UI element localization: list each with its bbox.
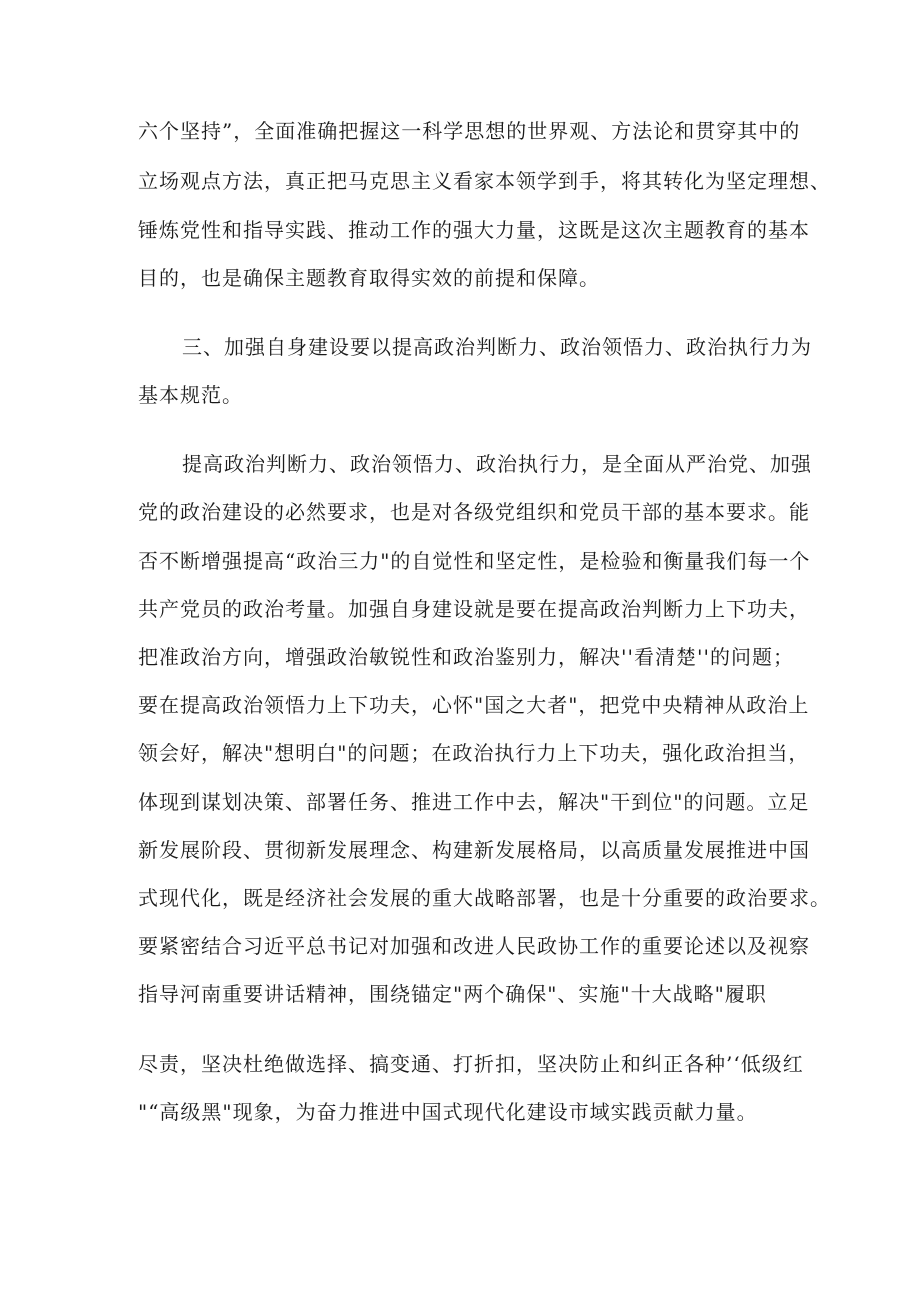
paragraph-1-line-4: 目的，也是确保主题教育取得实效的前提和保障。	[138, 266, 600, 290]
paragraph-2-line-9: 新发展阶段、贯彻新发展理念、构建新发展格局，以高质量发展推进中国	[138, 838, 810, 862]
paragraph-2-line-8: 体现到谋划决策、部署任务、推进工作中去，解决"干到位"的问题。立足	[138, 790, 810, 814]
paragraph-2-line-11: 要紧密结合习近平总书记对加强和改进人民政协工作的重要论述以及视察	[138, 934, 810, 958]
paragraph-2-line-2: 党的政治建设的必然要求，也是对各级党组织和党员干部的基本要求。能	[138, 500, 810, 524]
paragraph-1-line-1: 六个坚持”，全面准确把握这一科学思想的世界观、方法论和贯穿其中的	[138, 119, 801, 143]
paragraph-2-line-6: 要在提高政治领悟力上下功夫，心怀"国之大者"，把党中央精神从政治上	[138, 693, 810, 717]
paragraph-2-line-5: 把准政治方向，增强政治敏锐性和政治鉴别力，解决''看清楚''的问题；	[138, 645, 794, 669]
paragraph-1-line-3: 锤炼党性和指导实践、推动工作的强大力量，这既是这次主题教育的基本	[138, 218, 810, 242]
section-heading-3-line-1: 三、加强自身建设要以提高政治判断力、政治领悟力、政治执行力为	[182, 335, 812, 359]
paragraph-2-line-12: 指导河南重要讲话精神，围绕锚定"两个确保"、实施"十大战略"履职	[138, 982, 767, 1006]
paragraph-2-line-1: 提高政治判断力、政治领悟力、政治执行力，是全面从严治党、加强	[182, 452, 812, 476]
section-heading-3-line-2: 基本规范。	[138, 383, 243, 407]
paragraph-3-line-2: "“高级黑"现象，为奋力推进中国式现代化建设市域实践贡献力量。	[138, 1100, 758, 1124]
paragraph-2-line-4: 共产党员的政治考量。加强自身建设就是要在提高政治判断力上下功夫，	[138, 597, 810, 621]
paragraph-2-line-7: 领会好，解决"想明白"的问题；在政治执行力上下功夫，强化政治担当，	[138, 741, 810, 765]
paragraph-3-line-1: 尽责，坚决杜绝做选择、搞变通、打折扣，坚决防止和纠正各种’‘低级红	[138, 1052, 804, 1076]
paragraph-1-line-2: 立场观点方法，真正把马克思主义看家本领学到手，将其转化为坚定理想、	[138, 169, 831, 193]
paragraph-2-line-10: 式现代化，既是经济社会发展的重大战略部署，也是十分重要的政治要求。	[138, 886, 831, 910]
paragraph-2-line-3: 否不断增强提高“政治三力"的自觉性和坚定性，是检验和衡量我们每一个	[138, 549, 811, 573]
